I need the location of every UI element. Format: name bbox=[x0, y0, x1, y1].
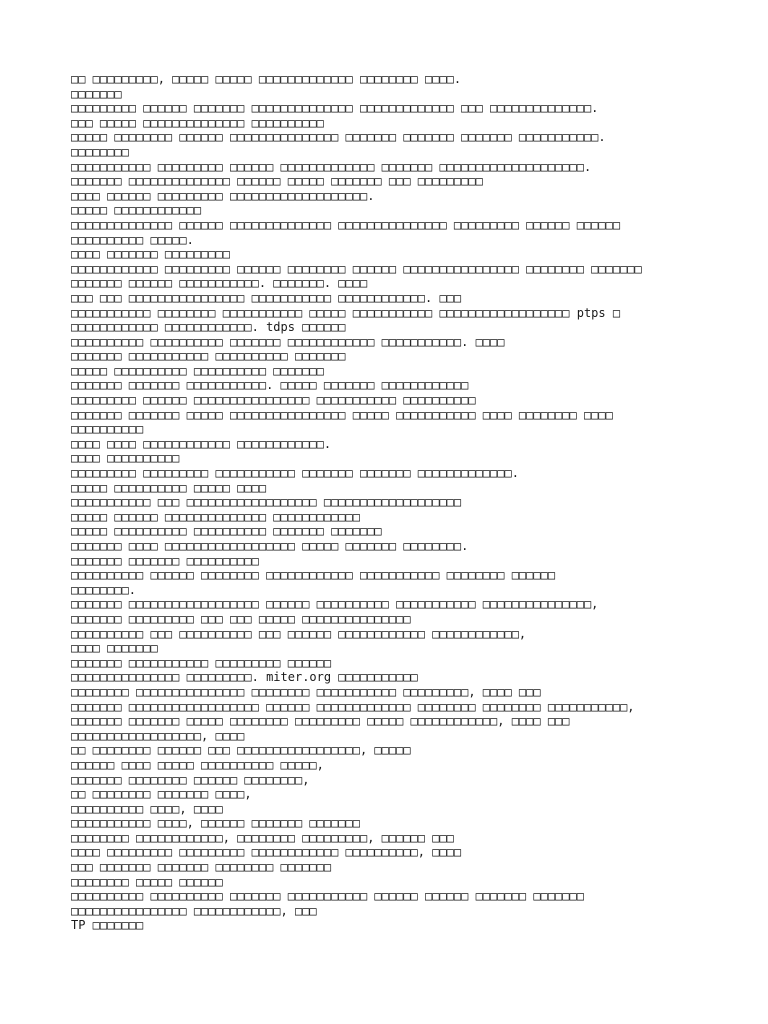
document-line: □□□□□□□□□ □□□□□□ □□□□□□□□□□□□□□□□ □□□□□□□□□□□ □□□□□□□□□□ bbox=[71, 393, 476, 408]
document-line: □□□□□□□ □□□□□□□□□□□□□□□□□□ □□□□□□ □□□□□□□□□□□□□ □□□□□□□□ □□□□□□□□ □□□□□□□□□□□, bbox=[71, 699, 635, 714]
document-line: □□□□□□□ □□□□□□□□□□□□□□□□□□ □□□□□□ □□□□□□□□□□ □□□□□□□□□□□ □□□□□□□□□□□□□□□, bbox=[71, 597, 599, 612]
document-line: TP □□□□□□□ bbox=[71, 918, 144, 933]
document-line: □□□□□□□□□□□ □□□□□□□□□ □□□□□□ □□□□□□□□□□□□□ □□□□□□□ □□□□□□□□□□□□□□□□□□□□. bbox=[71, 159, 592, 174]
document-line: □□□□□□□ □□□□□□□ □□□□□ □□□□□□□□ □□□□□□□□□ □□□□□ □□□□□□□□□□□□, □□□□ □□□ bbox=[71, 714, 570, 729]
document-line: □□□□□□□□□□ bbox=[71, 422, 144, 437]
document-line: □□□ □□□□□ □□□□□□□□□□□□□□ □□□□□□□□□□ bbox=[71, 115, 324, 130]
document-line: □□□□□ □□□□□□□□□□□□ bbox=[71, 203, 202, 218]
document-line: □□□□□□□□ □□□□□□□□□□□□, □□□□□□□□ □□□□□□□□□, □□□□□□ □□□ bbox=[71, 830, 454, 845]
document-page bbox=[71, 72, 711, 933]
document-line: □□□□□□□ bbox=[71, 86, 122, 101]
document-line: □□□□□ □□□□□□□□□□ □□□□□□□□□□ □□□□□□□ bbox=[71, 363, 324, 378]
document-line: □□□□□□□□□ □□□□□□ □□□□□□□ □□□□□□□□□□□□□□ □□□□□□□□□□□□□ □□□ □□□□□□□□□□□□□□. bbox=[71, 101, 599, 116]
document-line: □□ □□□□□□□□□, □□□□□ □□□□□ □□□□□□□□□□□□□ □□□□□□□□ □□□□. bbox=[71, 72, 462, 86]
document-line: □□□□□□□ □□□□□□□□ □□□□□□ □□□□□□□□, bbox=[71, 772, 310, 787]
document-line: □□□□ □□□□□□□ □□□□□□□□□ bbox=[71, 247, 230, 262]
document-line: □□□□□□□□□□ □□□□□□□□□□ □□□□□□□ □□□□□□□□□□□□ □□□□□□□□□□□. □□□□ bbox=[71, 334, 505, 349]
document-line: □□□□□□□ □□□□□□ □□□□□□□□□□□. □□□□□□□. □□□□ bbox=[71, 276, 368, 291]
document-line: □□□□ □□□□□□□□□□ bbox=[71, 451, 180, 466]
document-line: □□□□□□□□□□□□ □□□□□□□□□ □□□□□□ □□□□□□□□ □□□□□□ □□□□□□□□□□□□□□□□ □□□□□□□□ □□□□□□□ bbox=[71, 261, 642, 276]
document-line: □□□□□ □□□□□□□□ □□□□□□ □□□□□□□□□□□□□□□ □□□□□□□ □□□□□□□ □□□□□□□ □□□□□□□□□□□. bbox=[71, 130, 606, 145]
document-line: □□□□□□□□□□□□□□□□□□, □□□□ bbox=[71, 728, 245, 743]
document-line: □□□□□□□□□□□ □□□□, □□□□□□ □□□□□□□ □□□□□□□ bbox=[71, 816, 360, 831]
document-line: □□□□□□□□ bbox=[71, 144, 129, 159]
document-line: □□□□□□□□□□ □□□□□. bbox=[71, 232, 194, 247]
document-line: □□□□□□□ □□□□□□□ □□□□□□□□□□□. □□□□□ □□□□□□□ □□□□□□□□□□□□ bbox=[71, 378, 469, 393]
document-line: □□□□□□□□□□ □□□□□□ □□□□□□□□ □□□□□□□□□□□□ □□□□□□□□□□□ □□□□□□□□ □□□□□□ bbox=[71, 568, 556, 583]
document-line: □□□□□□□□□□ □□□□□□□□□□ □□□□□□□ □□□□□□□□□□□ □□□□□□ □□□□□□ □□□□□□□ □□□□□□□ bbox=[71, 889, 584, 904]
document-line: □□□□ □□□□□□ □□□□□□□□□ □□□□□□□□□□□□□□□□□□□. bbox=[71, 188, 375, 203]
document-line: □□□□□□□ □□□□□□□ □□□□□ □□□□□□□□□□□□□□□□ □□□□□ □□□□□□□□□□□ □□□□ □□□□□□□□ □□□□ bbox=[71, 407, 613, 422]
document-line: □□□□□ □□□□□□□□□□ □□□□□ □□□□ bbox=[71, 480, 267, 495]
document-line: □□□□ □□□□□□□□□ □□□□□□□□□ □□□□□□□□□□□□ □□□□□□□□□□, □□□□ bbox=[71, 845, 462, 860]
document-line: □□□□□□□□□□ □□□ □□□□□□□□□□ □□□ □□□□□□ □□□□□□□□□□□□ □□□□□□□□□□□□, bbox=[71, 626, 527, 641]
document-line: □□□□□□□□□□□□□□□□ □□□□□□□□□□□□, □□□ bbox=[71, 903, 317, 918]
document-line: □□□ □□□□□□□ □□□□□□□ □□□□□□□□ □□□□□□□ bbox=[71, 860, 332, 875]
document-line: □□□□□ □□□□□□□□□□ □□□□□□□□□□ □□□□□□□ □□□□□□□ bbox=[71, 524, 382, 539]
document-line: □□□□□□□ □□□□□□□□□□□ □□□□□□□□□□ □□□□□□□ bbox=[71, 349, 346, 364]
document-line: □□□□□□□□□□□□□□□ □□□□□□□□□. miter.org □□□□□□□□□□□ bbox=[71, 670, 418, 685]
document-line: □□□□□□ □□□□ □□□□□ □□□□□□□□□□ □□□□□, bbox=[71, 757, 324, 772]
document-line: □□□□□□□□□□□□□□ □□□□□□ □□□□□□□□□□□□□□ □□□□□□□□□□□□□□□ □□□□□□□□□ □□□□□□ □□□□□□ bbox=[71, 217, 621, 232]
document-line: □□□□□□□□□□□ □□□□□□□□ □□□□□□□□□□□ □□□□□ □□□□□□□□□□□ □□□□□□□□□□□□□□□□□□ ptps □ bbox=[71, 305, 621, 320]
document-line: □□ □□□□□□□□ □□□□□□ □□□ □□□□□□□□□□□□□□□□□, □□□□□ bbox=[71, 743, 411, 758]
document-line: □□□□□□□ □□□□□□□□□ □□□ □□□ □□□□□ □□□□□□□□□□□□□□□ bbox=[71, 611, 411, 626]
document-line: □□□□□□□ □□□□□□□□□□□□□□ □□□□□□ □□□□□ □□□□□□□ □□□ □□□□□□□□□ bbox=[71, 174, 483, 189]
document-line: □□□□□□□□. bbox=[71, 582, 137, 597]
document-line: □□ □□□□□□□□ □□□□□□□ □□□□, bbox=[71, 787, 252, 802]
document-line: □□□□□□□□□□□ □□□ □□□□□□□□□□□□□□□□□□ □□□□□□□□□□□□□□□□□□□ bbox=[71, 495, 462, 510]
document-line: □□□□□ □□□□□□ □□□□□□□□□□□□□□ □□□□□□□□□□□□ bbox=[71, 509, 360, 524]
document-line: □□□□□□□□□ □□□□□□□□□ □□□□□□□□□□□ □□□□□□□ □□□□□□□ □□□□□□□□□□□□□. bbox=[71, 466, 519, 481]
document-line: □□□□□□□□□□□□ □□□□□□□□□□□□. tdps □□□□□□ bbox=[71, 320, 346, 335]
document-line: □□□□ □□□□ □□□□□□□□□□□□ □□□□□□□□□□□□. bbox=[71, 436, 332, 451]
document-line: □□□□□□□□ □□□□□□□□□□□□□□□ □□□□□□□□ □□□□□□□□□□□ □□□□□□□□□, □□□□ □□□ bbox=[71, 684, 541, 699]
document-line: □□□□ □□□□□□□ bbox=[71, 641, 158, 656]
document-line: □□□□□□□ □□□□□□□□□□□ □□□□□□□□□ □□□□□□ bbox=[71, 655, 332, 670]
document-line: □□□□□□□ □□□□ □□□□□□□□□□□□□□□□□□ □□□□□ □□□□□□□ □□□□□□□□. bbox=[71, 539, 469, 553]
document-line: □□□ □□□ □□□□□□□□□□□□□□□□ □□□□□□□□□□□ □□□□□□□□□□□□. □□□ bbox=[71, 290, 462, 305]
document-line: □□□□□□□□□□ □□□□, □□□□ bbox=[71, 801, 223, 816]
document-line: □□□□□□□□ □□□□□ □□□□□□ bbox=[71, 874, 223, 889]
document-line: □□□□□□□ □□□□□□□ □□□□□□□□□□ bbox=[71, 553, 259, 568]
